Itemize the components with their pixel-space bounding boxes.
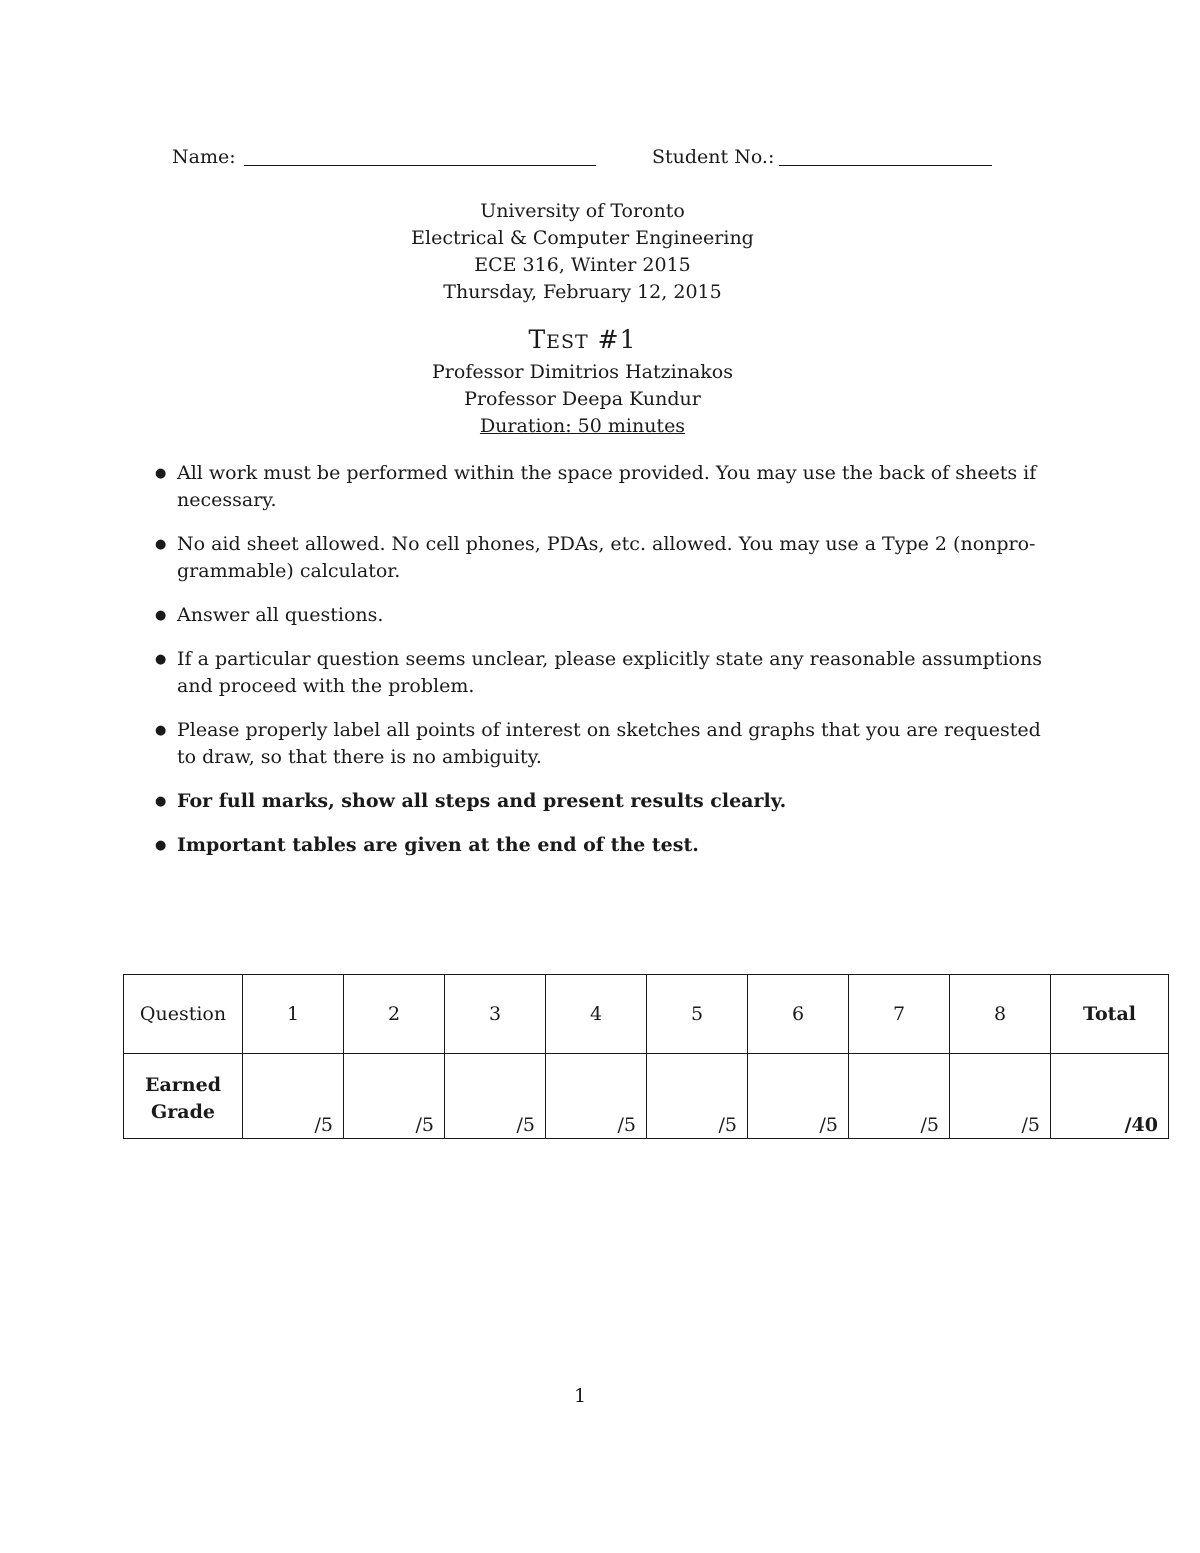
question-number: 1 bbox=[243, 975, 344, 1054]
grade-table bbox=[123, 974, 1169, 1139]
course-term: ECE 316, Winter 2015 bbox=[474, 254, 691, 276]
grade-cell[interactable]: /5 bbox=[748, 1054, 849, 1139]
grade-cell[interactable]: /5 bbox=[849, 1054, 950, 1139]
list-item: ● No aid sheet allowed. No cell phones, PDAs, etc. allowed. You may use a Type 2 (nonpro-grammable) calculator. bbox=[155, 533, 1036, 582]
bullet-icon: ● bbox=[155, 537, 167, 552]
list-item: ● Answer all questions. bbox=[150, 602, 1050, 629]
question-number: 4 bbox=[546, 975, 647, 1054]
course-info bbox=[0, 198, 1165, 306]
bullet-icon: ● bbox=[155, 608, 167, 623]
grade-cell[interactable]: /5 bbox=[546, 1054, 647, 1139]
instructions-list bbox=[150, 460, 1050, 876]
duration: Duration: 50 minutes bbox=[479, 415, 686, 437]
test-date: Thursday, February 12, 2015 bbox=[443, 281, 722, 303]
table-row bbox=[124, 1054, 1169, 1139]
student-no-label: Student No.: bbox=[652, 146, 775, 168]
list-item: ● Important tables are given at the end of the test. bbox=[150, 832, 1050, 859]
earned-grade-header: Earned Grade bbox=[124, 1054, 243, 1139]
total-header: Total bbox=[1051, 975, 1169, 1054]
list-item: ● Please properly label all points of interest on sketches and graphs that you are requested to draw, so that there is no ambiguity. bbox=[155, 719, 1041, 768]
page-number: 1 bbox=[573, 1385, 587, 1407]
list-item: ● All work must be performed within the space provided. You may use the back of sheets if necessary. bbox=[155, 462, 1037, 511]
department-name: Electrical & Computer Engineering bbox=[411, 227, 754, 249]
bullet-icon: ● bbox=[155, 794, 167, 809]
grade-cell[interactable]: /5 bbox=[243, 1054, 344, 1139]
name-field[interactable] bbox=[244, 165, 596, 166]
student-no-field[interactable] bbox=[779, 165, 992, 166]
total-grade-cell[interactable]: /40 bbox=[1051, 1054, 1169, 1139]
grade-cell[interactable]: /5 bbox=[445, 1054, 546, 1139]
test-header bbox=[0, 326, 1165, 440]
professor-2: Professor Deepa Kundur bbox=[464, 388, 701, 410]
grade-cell[interactable]: /5 bbox=[344, 1054, 445, 1139]
table-row bbox=[124, 975, 1169, 1054]
question-number: 3 bbox=[445, 975, 546, 1054]
question-header: Question bbox=[124, 975, 243, 1054]
professor-1: Professor Dimitrios Hatzinakos bbox=[432, 361, 733, 383]
list-item: ● For full marks, show all steps and present results clearly. bbox=[150, 788, 1050, 815]
question-number: 8 bbox=[950, 975, 1051, 1054]
bullet-icon: ● bbox=[155, 466, 167, 481]
name-label: Name: bbox=[172, 146, 236, 168]
question-number: 7 bbox=[849, 975, 950, 1054]
bullet-icon: ● bbox=[155, 838, 167, 853]
test-title: TEST #1 bbox=[528, 325, 637, 354]
question-number: 6 bbox=[748, 975, 849, 1054]
list-item: ● If a particular question seems unclear, please explicitly state any reasonable assumptions and proceed with the problem. bbox=[155, 648, 1042, 697]
bullet-icon: ● bbox=[155, 723, 167, 738]
question-number: 5 bbox=[647, 975, 748, 1054]
grade-cell[interactable]: /5 bbox=[950, 1054, 1051, 1139]
university-name: University of Toronto bbox=[480, 200, 685, 222]
bullet-icon: ● bbox=[155, 652, 167, 667]
question-number: 2 bbox=[344, 975, 445, 1054]
grade-cell[interactable]: /5 bbox=[647, 1054, 748, 1139]
